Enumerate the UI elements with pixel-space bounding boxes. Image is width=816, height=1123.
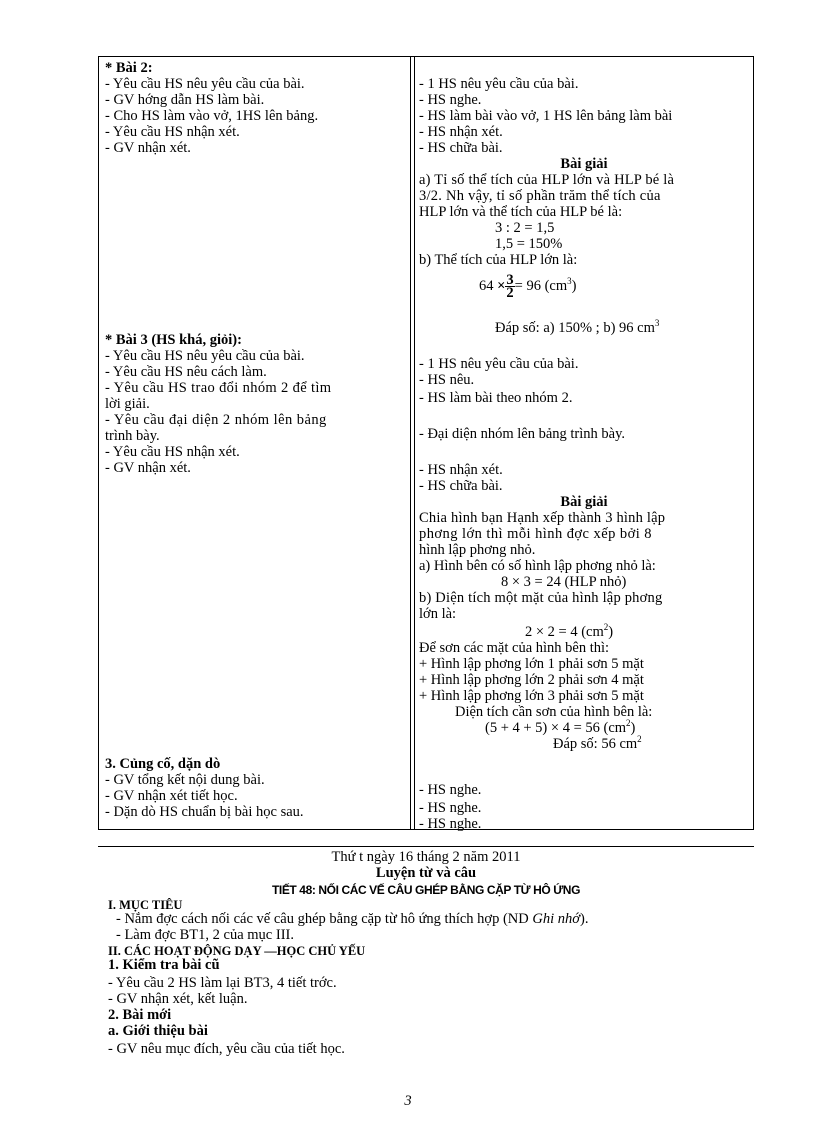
exponent: 3 <box>567 276 572 287</box>
exponent: 2 <box>626 718 631 729</box>
student-step: - 1 HS nêu yêu cầu của bài. <box>419 356 579 372</box>
answer-text: Đáp số: a) 150% ; b) 96 cm <box>495 320 655 336</box>
page-number: 3 <box>404 1093 412 1109</box>
exercise-2-heading: * Bài 2: <box>105 60 153 76</box>
column-divider <box>414 57 415 829</box>
exponent: 2 <box>637 734 642 745</box>
student-step: - HS chữa bài. <box>419 478 503 494</box>
student-step: - HS nghe. <box>419 92 482 108</box>
subsection-heading: 1. Kiểm tra bài cũ <box>108 957 220 973</box>
solution-line: lớn là: <box>419 606 457 622</box>
solution-line: hình lập phơng nhỏ. <box>419 542 536 558</box>
solution-line: HLP lớn và thể tích của HLP bé là: <box>419 204 623 220</box>
teacher-step: - Dặn dò HS chuẩn bị bài học sau. <box>105 804 304 820</box>
student-step: - HS nhận xét. <box>419 462 503 478</box>
solution-line: b) Thể tích của HLP lớn là: <box>419 252 578 268</box>
close-paren: ) <box>571 278 577 294</box>
lesson-line: - GV nêu mục đích, yêu cầu của tiết học. <box>108 1041 345 1057</box>
solution-line: phơng lớn thì mỗi hình đợc xếp bởi 8 <box>419 526 652 542</box>
solution-line: a) Tỉ số thể tích của HLP lớn và HLP bé là <box>419 172 675 188</box>
column-divider <box>410 57 411 829</box>
calculation: 8 × 3 = 24 (HLP nhỏ) <box>501 574 627 590</box>
objective: - Làm đợc BT1, 2 của mục III. <box>116 927 294 943</box>
teacher-step: trình bày. <box>105 428 160 444</box>
teacher-step: - Yêu cầu HS nêu yêu cầu của bài. <box>105 76 305 92</box>
operand: 64 <box>479 278 494 294</box>
teacher-step: - Yêu cầu HS nhận xét. <box>105 444 240 460</box>
solution-line: + Hình lập phơng lớn 1 phải sơn 5 mặt <box>419 656 644 672</box>
teacher-step: - Yêu cầu HS nêu yêu cầu của bài. <box>105 348 305 364</box>
solution-title: Bài giải <box>560 494 608 510</box>
lesson-line: - Yêu cầu 2 HS làm lại BT3, 4 tiết trớc. <box>108 975 337 991</box>
answer-text: Đáp số: 56 cm <box>553 736 638 752</box>
teacher-step: - Yêu cầu HS nêu cách làm. <box>105 364 267 380</box>
close-paren: ) <box>608 624 614 640</box>
exponent: 3 <box>654 318 660 329</box>
subsection-heading: a. Giới thiệu bài <box>108 1023 208 1039</box>
teacher-step: - GV nhận xét. <box>105 460 191 476</box>
solution-line: + Hình lập phơng lớn 3 phải sơn 5 mặt <box>419 688 644 704</box>
objective-text: - Nắm đợc cách nối các vế câu ghép bằng cặp từ hô ứng thích hợp (ND <box>116 911 533 927</box>
solution-line: Để sơn các mặt của hình bên thì: <box>419 640 610 656</box>
student-step: - HS nghe. <box>419 800 482 816</box>
teacher-step: - Yêu cầu HS trao đổi nhóm 2 để tìm <box>105 380 332 396</box>
lesson-table <box>98 56 754 830</box>
objective-italic: Ghi nhớ <box>532 911 580 927</box>
student-step: - 1 HS nêu yêu cầu của bài. <box>419 76 579 92</box>
denominator: 2 <box>506 285 514 302</box>
calculation: 3 : 2 = 1,5 <box>495 220 555 236</box>
solution-title: Bài giải <box>560 156 608 172</box>
times-sign: × <box>497 278 506 294</box>
teacher-step: - GV nhận xét tiết học. <box>105 788 238 804</box>
objective <box>116 912 766 928</box>
answer <box>495 318 660 337</box>
numerator: 3 <box>506 272 514 289</box>
exercise-3-heading: * Bài 3 (HS khá, giỏi): <box>105 332 242 348</box>
student-step: - HS nghe. <box>419 816 482 832</box>
teacher-step: - Yêu cầu đại diện 2 nhóm lên bảng <box>105 412 327 428</box>
solution-line: Chia hình bạn Hạnh xếp thành 3 hình lập <box>419 510 666 526</box>
section-heading: II. CÁC HOẠT ĐỘNG DẠY —HỌC CHỦ YẾU <box>108 944 366 958</box>
fraction <box>505 272 514 302</box>
subject-title: Luyện từ và câu <box>375 865 477 881</box>
lesson-date: Thứ t ngày 16 tháng 2 năm 2011 <box>331 849 521 865</box>
calc-text: (5 + 4 + 5) × 4 = 56 (cm <box>485 720 627 736</box>
section-heading: I. MỤC TIÊU <box>108 898 183 912</box>
objective-end: ). <box>580 911 589 927</box>
lesson-title: TIẾT 48: NỐI CÁC VẾ CÂU GHÉP BẰNG CẶP TỪ HÔ ỨNG <box>271 883 581 897</box>
student-step: - HS nêu. <box>419 372 475 388</box>
result: = 96 (cm <box>514 278 568 294</box>
student-step: - HS làm bài vào vở, 1 HS lên bảng làm bài <box>419 108 673 124</box>
calculation <box>525 622 614 641</box>
teacher-step: - GV nhận xét. <box>105 140 191 156</box>
subsection-heading: 2. Bài mới <box>108 1007 172 1023</box>
student-step: - HS chữa bài. <box>419 140 503 156</box>
section-3-heading: 3. Củng cố, dặn dò <box>105 756 221 772</box>
lesson-line: - GV nhận xét, kết luận. <box>108 991 248 1007</box>
solution-line: b) Diện tích một mặt của hình lập phơng <box>419 590 663 606</box>
separator-line <box>98 846 754 847</box>
calculation <box>485 718 636 737</box>
teacher-step: - Yêu cầu HS nhận xét. <box>105 124 240 140</box>
student-step: - HS nghe. <box>419 782 482 798</box>
teacher-step: - GV hớng dẫn HS làm bài. <box>105 92 265 108</box>
student-step: - HS nhận xét. <box>419 124 503 140</box>
answer <box>553 734 642 753</box>
solution-line: + Hình lập phơng lớn 2 phải sơn 4 mặt <box>419 672 644 688</box>
teacher-step: - Cho HS làm vào vở, 1HS lên bảng. <box>105 108 319 124</box>
calculation: 1,5 = 150% <box>495 236 563 252</box>
solution-line: a) Hình bên có số hình lập phơng nhỏ là: <box>419 558 656 574</box>
exponent: 2 <box>603 622 609 633</box>
teacher-step: - GV tổng kết nội dung bài. <box>105 772 265 788</box>
student-step: - Đại diện nhóm lên bảng trình bày. <box>419 426 626 442</box>
close-paren: ) <box>630 720 636 736</box>
student-step: - HS làm bài theo nhóm 2. <box>419 390 573 406</box>
teacher-step: lời giải. <box>105 396 150 412</box>
solution-line: 3/2. Nh vậy, tỉ số phần trăm thể tích của <box>419 188 661 204</box>
calc-text: 2 × 2 = 4 (cm <box>525 624 604 640</box>
fraction-expression <box>479 272 577 302</box>
solution-line: Diện tích cần sơn của hình bên là: <box>455 704 653 720</box>
